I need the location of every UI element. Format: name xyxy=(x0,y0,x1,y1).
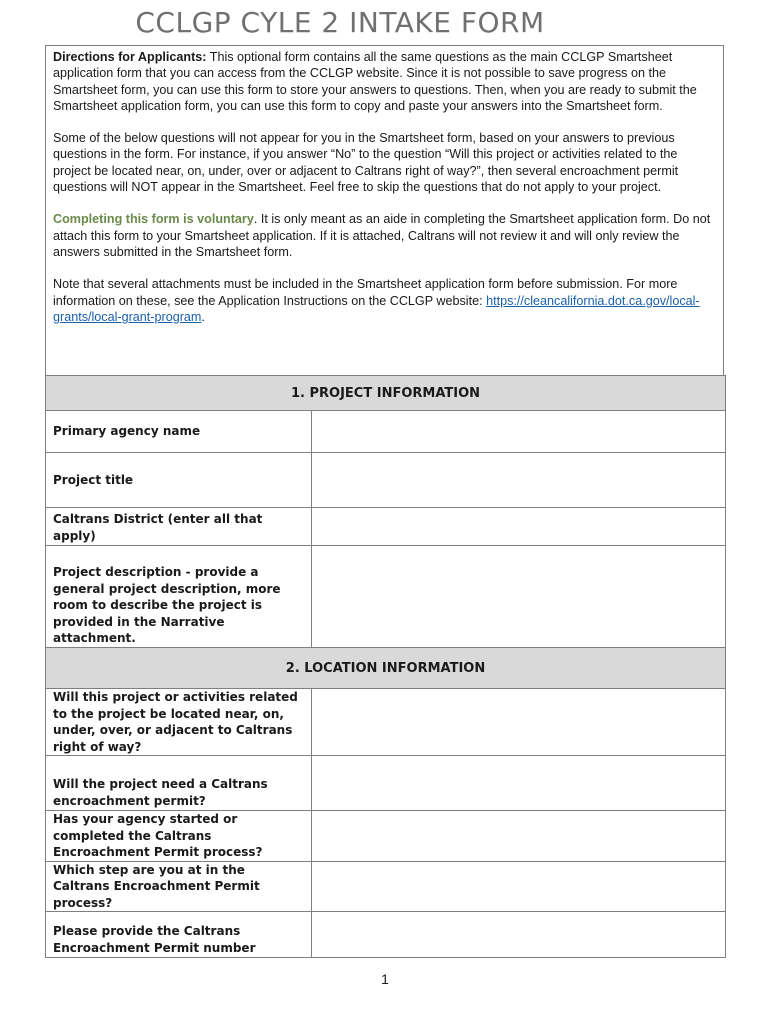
table-row xyxy=(46,756,726,811)
voluntary-notice: Completing this form is voluntary xyxy=(53,212,254,227)
table-row xyxy=(46,689,726,756)
question-right-of-way: Will this project or activities related to the project be located near, on, under, over, or adjacent to Caltrans right of way? xyxy=(46,689,312,756)
question-caltrans-district: Caltrans District (enter all that apply) xyxy=(46,508,312,546)
attachments-note: Note that several attachments must be included in the Smartsheet application form before submission. For more information on these, see the Application Instructions on the CCLGP website: xyxy=(53,277,678,308)
voluntary-text: . It is only meant as an aide in completing the Smartsheet application form. Do not attach this form to your Smartsheet application. If it is attached, Caltrans will not review it and will only review the answers submitted in the Smartsheet form. xyxy=(53,212,711,259)
question-project-title: Project title xyxy=(46,453,312,508)
directions-box xyxy=(45,45,724,375)
form-title: CCLGP CYLE 2 INTAKE FORM xyxy=(135,6,545,39)
answer-encroachment-permit[interactable] xyxy=(312,756,726,811)
directions-paragraph-1 xyxy=(53,49,717,114)
question-encroachment-permit: Will the project need a Caltrans encroachment permit? xyxy=(46,756,312,811)
website-link[interactable]: https://cleancalifornia.dot.ca.gov/local-grants/local-grant-program xyxy=(53,293,700,324)
section-header-project xyxy=(46,376,726,411)
directions-paragraph-3 xyxy=(53,211,717,260)
answer-permit-step[interactable] xyxy=(312,861,726,912)
answer-right-of-way[interactable] xyxy=(312,689,726,756)
question-project-description: Project description - provide a general project description, more room to describe the project is provided in the Narrative attachment. xyxy=(46,546,312,648)
section-header-location xyxy=(46,648,726,689)
answer-project-description[interactable] xyxy=(312,546,726,648)
table-row xyxy=(46,811,726,862)
answer-permit-started[interactable] xyxy=(312,811,726,862)
directions-label: Directions for Applicants: xyxy=(53,50,207,64)
section-title-location: 2. LOCATION INFORMATION xyxy=(46,648,726,689)
table-row xyxy=(46,861,726,912)
question-permit-number: Please provide the Caltrans Encroachment Permit number xyxy=(46,912,312,958)
directions-text: This optional form contains all the same questions as the main CCLGP Smartsheet application form that you can access from the CCLGP website. Since it is not possible to save progress on the Smartsheet form, you can use this form to store your answers to questions. Then, when you are ready to submit the Smartsheet application form, you can use this form to copy and paste your answers into the Smartsheet form. xyxy=(53,50,697,113)
answer-permit-number[interactable] xyxy=(312,912,726,958)
answer-project-title[interactable] xyxy=(312,453,726,508)
section-title-project: 1. PROJECT INFORMATION xyxy=(46,376,726,411)
table-row xyxy=(46,453,726,508)
table-row xyxy=(46,912,726,958)
directions-paragraph-4 xyxy=(53,276,717,325)
page-number: 1 xyxy=(381,971,389,987)
intake-form-table xyxy=(45,375,726,958)
question-agency-name: Primary agency name xyxy=(46,411,312,453)
link-period: . xyxy=(201,309,205,324)
question-permit-step: Which step are you at in the Caltrans Encroachment Permit process? xyxy=(46,861,312,912)
question-permit-started: Has your agency started or completed the Caltrans Encroachment Permit process? xyxy=(46,811,312,862)
answer-agency-name[interactable] xyxy=(312,411,726,453)
answer-caltrans-district[interactable] xyxy=(312,508,726,546)
table-row xyxy=(46,546,726,648)
table-row xyxy=(46,508,726,546)
table-row xyxy=(46,411,726,453)
directions-paragraph-2: Some of the below questions will not appear for you in the Smartsheet form, based on your answers to previous questions in the form. For instance, if you answer “No” to the question “Will this project or activities related to the project be located near, on, under, over or adjacent to Caltrans right of way?”, then several encroachment permit questions will NOT appear in the Smartsheet. Feel free to skip the questions that do not apply to your project. xyxy=(53,131,679,195)
